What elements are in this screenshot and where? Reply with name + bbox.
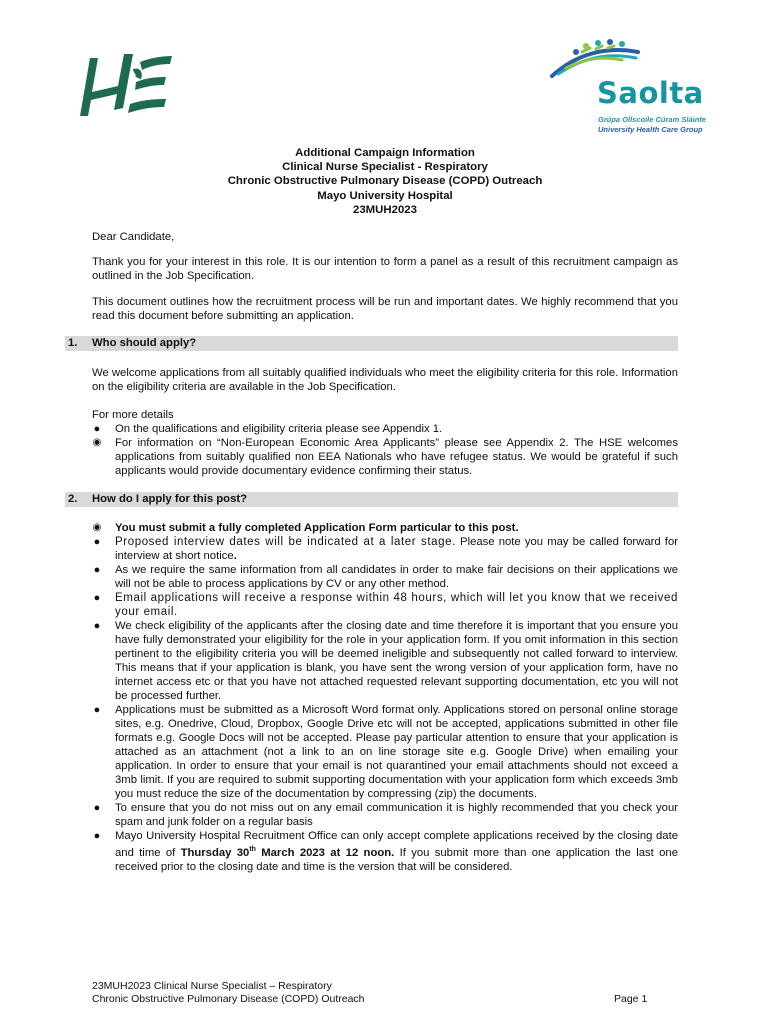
- section-2-number: 2.: [68, 493, 78, 505]
- section-2-title: How do I apply for this post?: [92, 493, 248, 505]
- bullet-icon: ●: [93, 423, 101, 435]
- document-title: [0, 146, 770, 217]
- bullet-icon: ●: [93, 620, 101, 632]
- hse-logo: [78, 52, 174, 123]
- footer-line-1: 23MUH2023 Clinical Nurse Specialist – Respiratory: [92, 980, 332, 992]
- title-line-5: 23MUH2023: [353, 203, 417, 216]
- bullet-icon: ●: [93, 830, 101, 842]
- title-line-2: Clinical Nurse Specialist - Respiratory: [282, 161, 488, 174]
- list-item: ● On the qualifications and eligibility criteria please see Appendix 1.: [93, 423, 443, 435]
- title-line-4: Mayo University Hospital: [317, 189, 453, 202]
- bullet-circle-icon: ◉: [92, 437, 102, 448]
- intro-paragraph-1: Thank you for your interest in this role. It is our intention to form a panel as a result of this recruitment campaign as outlined in the Job Specification.: [92, 256, 678, 282]
- list-item: ● Applications must be submitted as a Microsoft Word format only. Applications stored on personal online storage sites, e.g. Onedrive, Cloud, Dropbox, Google Drive etc will not be accepted, applications submitted in other file formats e.g. Google Docs will not be accepted. Please pay particular attention to ensure that your application is attached as an attachment (not a link to an on line storage site e.g. Google Drive) when emailing your application. In order to ensure that your email is not quarantined your email attachments should not exceed a 3mb limit. If you are required to submit supporting documentation with your application form which exceeds 3mb you must reduce the size of the documentation by compressing (zip) the documents.: [93, 704, 678, 800]
- section-1-paragraph: We welcome applications from all suitably qualified individuals who meet the eligibility criteria for this role. Information on the eligibility criteria are available in the Job Specification.: [92, 367, 678, 393]
- list-item: ● To ensure that you do not miss out on any email communication it is highly recommended that you check your spam and junk folder on a regular basis: [93, 802, 678, 828]
- section-2-list: [92, 521, 678, 874]
- bullet-icon: ●: [93, 802, 101, 814]
- title-line-3: Chronic Obstructive Pulmonary Disease (COPD) Outreach: [227, 175, 543, 188]
- footer-line-2: Chronic Obstructive Pulmonary Disease (COPD) Outreach: [92, 993, 365, 1005]
- list-item: ● We check eligibility of the applicants after the closing date and time therefore it is important that you ensure you have fully demonstrated your eligibility for the role in your application form. If you omit information in this section pertinent to the eligibility criteria you will be deemed ineligible and subsequently not called forward to interview. This means that if your application is blank, you have sent the wrong version of your application form, have no internet access etc or that you have not attached requested relevant supporting documentation, etc you will not be processed further.: [93, 620, 678, 702]
- list-item: ● Email applications will receive a response within 48 hours, which will let you know that we received your email.: [93, 592, 678, 618]
- bullet-icon: ●: [93, 536, 101, 548]
- section-1-heading: [65, 336, 678, 351]
- footer: [92, 980, 365, 1006]
- list-item: ● Proposed interview dates will be indicated at a later stage. Please note you may be called forward for interview at short notice.: [93, 536, 678, 562]
- list-item: ● As we require the same information from all candidates in order to make fair decisions on their applications we will not be able to process applications by CV or any other method.: [93, 564, 678, 590]
- bullet-circle-icon: ◉: [92, 522, 102, 533]
- greeting: Dear Candidate,: [92, 231, 175, 243]
- list-item: ◉ You must submit a fully completed Application Form particular to this post.: [92, 522, 519, 534]
- section-1-list: [92, 422, 678, 478]
- bullet-icon: ●: [93, 564, 101, 576]
- list-item: ◉ For information on “Non-European Economic Area Applicants” please see Appendix 2. The HSE welcomes applications from suitably qualified non EEA Nationals who have refugee status. We would be grateful if such applicants would provide documentary evidence confirming their status.: [92, 437, 678, 477]
- intro-paragraph-2: This document outlines how the recruitment process will be run and important dates. We highly recommend that you read this document before submitting an application.: [92, 296, 678, 322]
- saolta-wordmark: Saolta: [597, 76, 704, 110]
- bullet-icon: ●: [93, 592, 101, 604]
- list-item: ● Mayo University Hospital Recruitment Office can only accept complete applications received by the closing date and time of Thursday 30th March 2023 at 12 noon. If you submit more than one application the last one received prior to the closing date and time is the version that will be considered.: [93, 830, 678, 873]
- bullet-icon: ●: [93, 704, 101, 716]
- saolta-english-subtitle: University Health Care Group: [598, 125, 703, 134]
- section-1-title: Who should apply?: [92, 337, 197, 349]
- section-1-number: 1.: [68, 337, 78, 349]
- section-1-more-details: For more details: [92, 409, 174, 421]
- page-number: Page 1: [614, 993, 648, 1005]
- saolta-logo: [546, 38, 716, 138]
- saolta-irish-subtitle: Grúpa Ollscoile Cúram Sláinte: [598, 115, 706, 124]
- title-line-1: Additional Campaign Information: [295, 147, 475, 159]
- section-2-heading: [65, 492, 678, 507]
